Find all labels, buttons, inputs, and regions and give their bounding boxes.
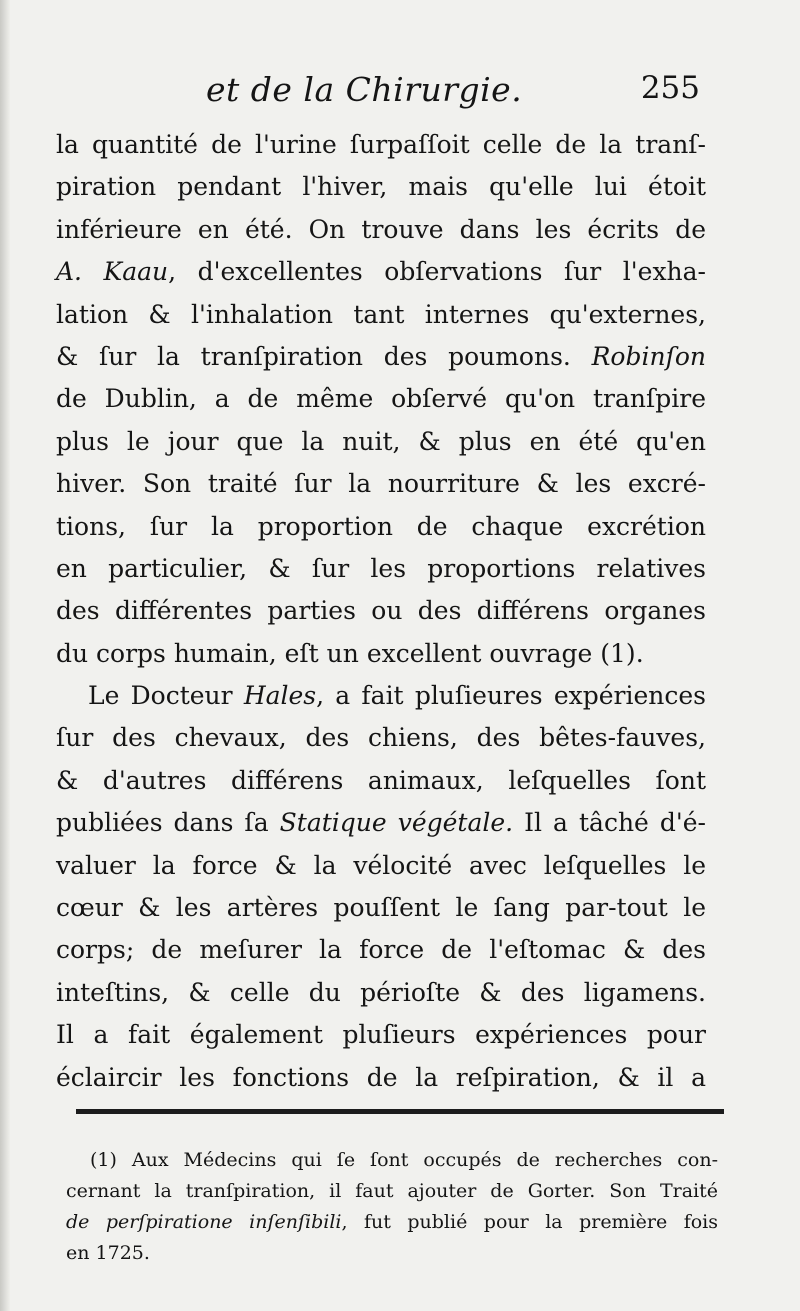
running-head: et de la Chirurgie. xyxy=(206,70,523,109)
text-line-8: plus le jour que la nuit, & plus en été qu'en xyxy=(56,426,706,456)
page-edge-shadow xyxy=(0,0,10,1311)
author-name-kaau: A. Kaau xyxy=(56,257,169,287)
footnote-line-2: cernant la tranſpiration, il faut ajouter de Gorter. Son Traité xyxy=(66,1180,718,1202)
text-line-5: lation & l'inhalation tant internes qu'externes, xyxy=(56,299,706,329)
text-line-22: Il a fait également pluſieurs expériences pour xyxy=(56,1020,706,1050)
footnote-line-1: (1) Aux Médecins qui ſe ſont occupés de recherches con- xyxy=(90,1149,718,1171)
text-line-20: corps; de meſurer la force de l'eſtomac & des xyxy=(56,935,706,965)
book-title-statique: Statique végétale. xyxy=(279,808,514,838)
text-line-16: & d'autres différens animaux, leſquelles ſont xyxy=(56,765,706,795)
page-header xyxy=(60,70,700,120)
text-line-6: & ſur la tranſpiration des poumons. Robinſon xyxy=(56,341,706,371)
text-line-14: Le Docteur Hales, a fait pluſieures expériences xyxy=(88,681,707,711)
text-line-23: éclaircir les fonctions de la reſpiration, & il a xyxy=(56,1062,706,1092)
text-line-11: en particulier, & ſur les proportions relatives xyxy=(56,553,706,583)
text-line-15: ſur des chevaux, des chiens, des bêtes-fauves, xyxy=(56,723,706,753)
text-line-4: A. Kaau, d'excellentes obſervations ſur l'exha- xyxy=(56,257,706,287)
footnote-line-4: en 1725. xyxy=(66,1242,150,1264)
author-name-hales: Hales xyxy=(243,681,317,711)
text-line-1: la quantité de l'urine ſurpaſſoit celle de la tranſ- xyxy=(56,130,706,159)
text-line-17: publiées dans ſa Statique végétale. Il a tâché d'é- xyxy=(56,808,707,838)
text-line-18: valuer la force & la vélocité avec leſquelles le xyxy=(56,850,706,880)
text-line-7: de Dublin, a de même obſervé qu'on tranſpire xyxy=(56,384,706,414)
text-line-19: cœur & les artères pouſſent le ſang par-tout le xyxy=(56,893,706,923)
page-number: 255 xyxy=(640,70,700,106)
author-name-robinson: Robinſon xyxy=(591,341,706,371)
text-line-2: piration pendant l'hiver, mais qu'elle lui étoit xyxy=(56,172,706,202)
text-line-21: inteſtins, & celle du périoſte & des ligamens. xyxy=(56,977,706,1007)
text-line-13: du corps humain, eſt un excellent ouvrage (1). xyxy=(56,638,644,668)
footnote xyxy=(66,1145,718,1269)
text-line-9: hiver. Son traité ſur la nourriture & les excré- xyxy=(56,469,706,499)
footnote-line-3: de perſpiratione inſenſibili, fut publié pour la première fois xyxy=(66,1211,718,1233)
text-line-3: inférieure en été. On trouve dans les écrits de xyxy=(56,214,706,244)
book-title-perspiratione: de perſpiratione inſenſibili xyxy=(66,1211,342,1233)
body-text xyxy=(56,124,706,1099)
footnote-rule xyxy=(76,1109,724,1114)
text-line-10: tions, ſur la proportion de chaque excrétion xyxy=(56,511,706,541)
text-line-12: des différentes parties ou des différens organes xyxy=(56,596,706,626)
